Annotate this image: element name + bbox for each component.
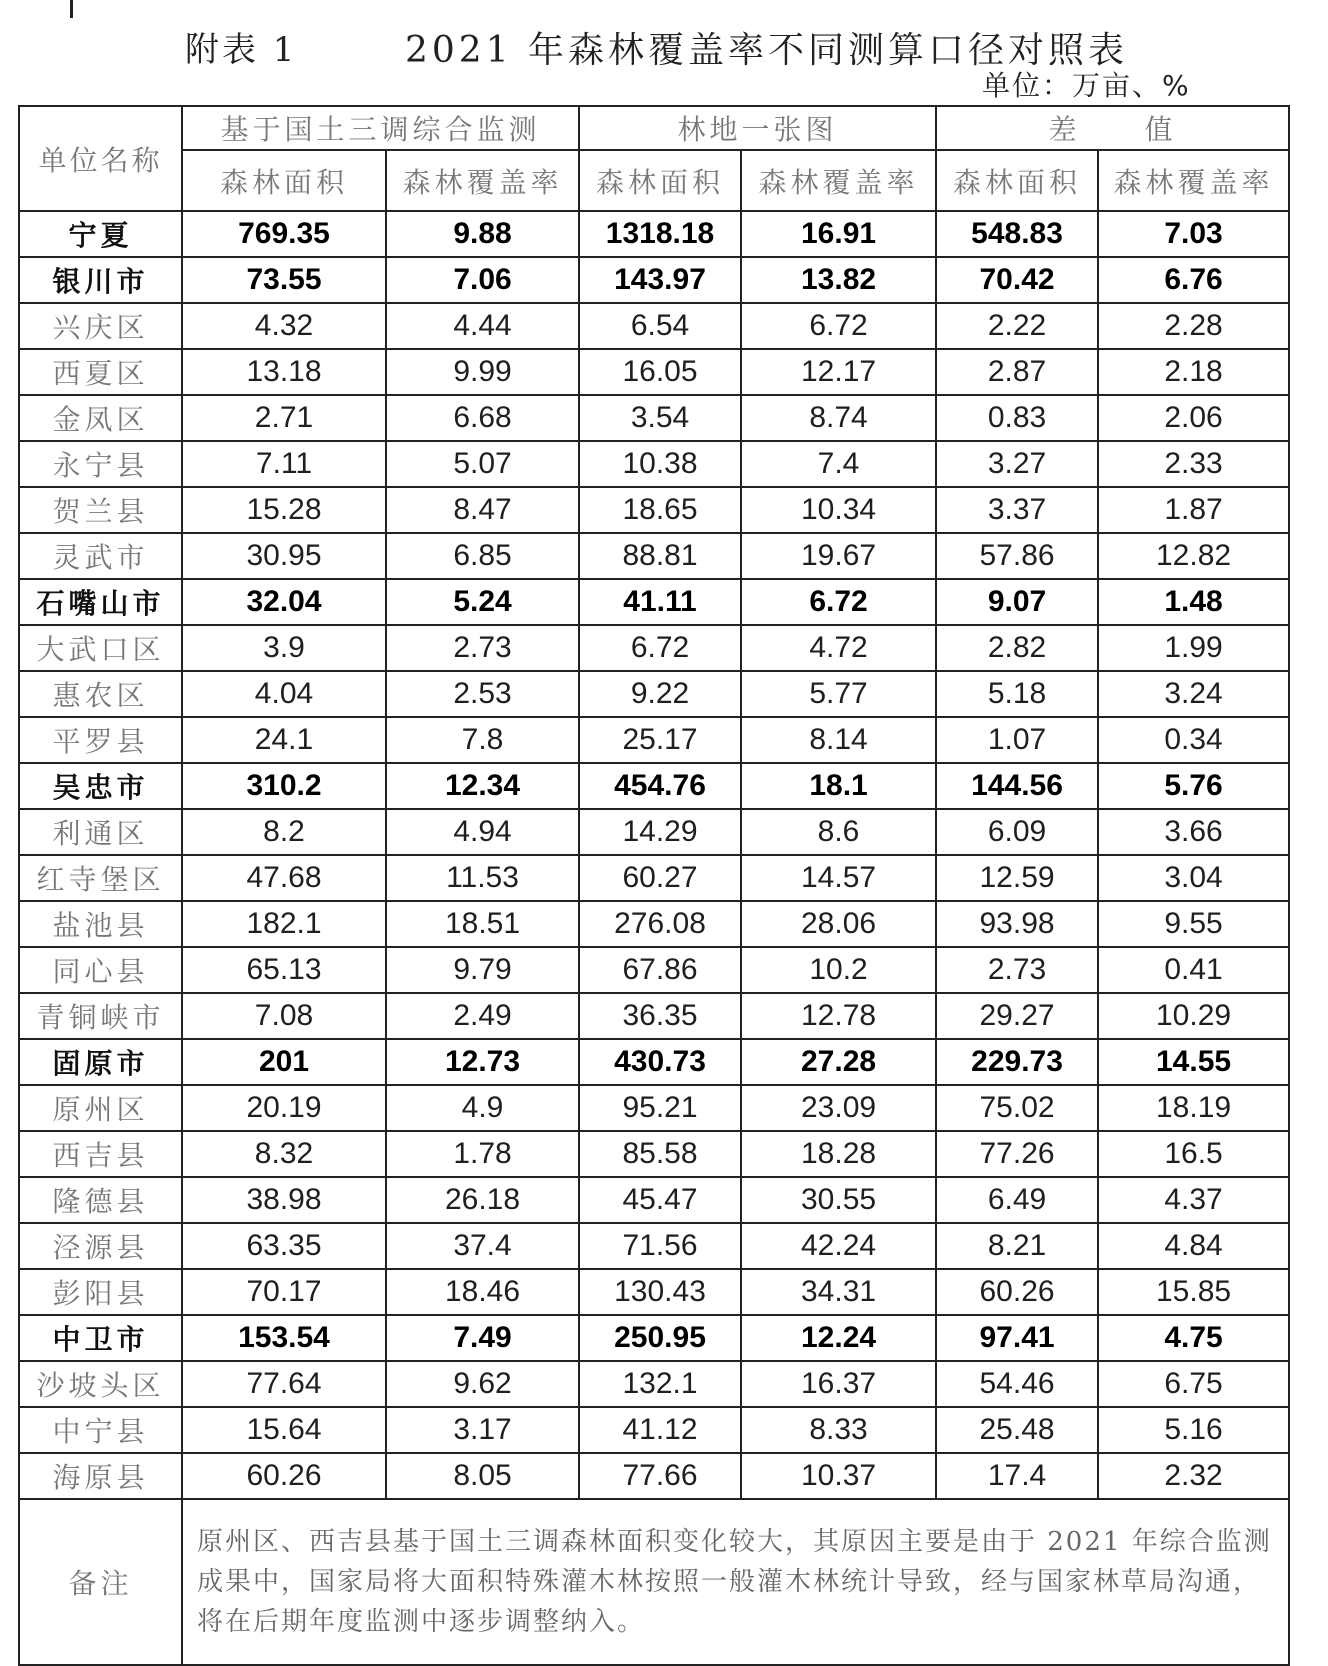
row-unit-name: 泾源县	[19, 1223, 182, 1269]
row-value-cell: 2.49	[386, 993, 579, 1039]
row-value-cell: 6.54	[579, 303, 741, 349]
row-value-cell: 2.22	[936, 303, 1098, 349]
header-subcol: 森林覆盖率	[386, 150, 579, 211]
row-unit-name: 中宁县	[19, 1407, 182, 1453]
row-value-cell: 3.66	[1098, 809, 1289, 855]
row-value-cell: 132.1	[579, 1361, 741, 1407]
row-value-cell: 10.38	[579, 441, 741, 487]
row-value-cell: 45.47	[579, 1177, 741, 1223]
row-value-cell: 16.05	[579, 349, 741, 395]
row-unit-name: 彭阳县	[19, 1269, 182, 1315]
row-value-cell: 17.4	[936, 1453, 1098, 1499]
row-unit-name: 青铜峡市	[19, 993, 182, 1039]
row-value-cell: 60.27	[579, 855, 741, 901]
table-row	[19, 441, 1289, 487]
row-value-cell: 229.73	[936, 1039, 1098, 1085]
title-prefix: 附表 1	[185, 30, 298, 70]
row-value-cell: 4.04	[182, 671, 386, 717]
row-value-cell: 12.24	[741, 1315, 936, 1361]
row-value-cell: 11.53	[386, 855, 579, 901]
table-row	[19, 1315, 1289, 1361]
table-body	[19, 211, 1289, 1665]
row-value-cell: 18.1	[741, 763, 936, 809]
row-value-cell: 3.27	[936, 441, 1098, 487]
table-row	[19, 947, 1289, 993]
row-unit-name: 金凤区	[19, 395, 182, 441]
row-value-cell: 9.88	[386, 211, 579, 257]
row-value-cell: 16.5	[1098, 1131, 1289, 1177]
row-value-cell: 15.64	[182, 1407, 386, 1453]
forest-coverage-table	[18, 105, 1290, 1666]
row-value-cell: 8.33	[741, 1407, 936, 1453]
note-text: 原州区、西吉县基于国土三调森林面积变化较大，其原因主要是由于 2021 年综合监测成果中，国家局将大面积特殊灌木林按照一般灌木林统计导致，经与国家林草局沟通，将在后期年度监测中逐步调整纳入。	[182, 1499, 1289, 1665]
row-value-cell: 3.37	[936, 487, 1098, 533]
row-value-cell: 10.2	[741, 947, 936, 993]
row-value-cell: 41.11	[579, 579, 741, 625]
row-unit-name: 西吉县	[19, 1131, 182, 1177]
row-value-cell: 1.78	[386, 1131, 579, 1177]
row-value-cell: 77.66	[579, 1453, 741, 1499]
row-value-cell: 18.65	[579, 487, 741, 533]
row-value-cell: 77.64	[182, 1361, 386, 1407]
row-unit-name: 中卫市	[19, 1315, 182, 1361]
row-value-cell: 5.16	[1098, 1407, 1289, 1453]
header-row-subcols	[19, 150, 1289, 211]
row-value-cell: 7.4	[741, 441, 936, 487]
row-unit-name: 惠农区	[19, 671, 182, 717]
table-row	[19, 1453, 1289, 1499]
row-value-cell: 95.21	[579, 1085, 741, 1131]
row-value-cell: 0.41	[1098, 947, 1289, 993]
row-value-cell: 1.07	[936, 717, 1098, 763]
row-value-cell: 4.44	[386, 303, 579, 349]
table-row	[19, 809, 1289, 855]
row-value-cell: 8.2	[182, 809, 386, 855]
row-value-cell: 769.35	[182, 211, 386, 257]
row-value-cell: 0.83	[936, 395, 1098, 441]
row-value-cell: 75.02	[936, 1085, 1098, 1131]
row-value-cell: 13.18	[182, 349, 386, 395]
row-value-cell: 8.74	[741, 395, 936, 441]
table-row	[19, 671, 1289, 717]
row-value-cell: 7.03	[1098, 211, 1289, 257]
table-row	[19, 349, 1289, 395]
row-value-cell: 54.46	[936, 1361, 1098, 1407]
table-row	[19, 717, 1289, 763]
header-row-groups	[19, 106, 1289, 150]
row-value-cell: 2.73	[936, 947, 1098, 993]
row-value-cell: 2.87	[936, 349, 1098, 395]
row-value-cell: 2.32	[1098, 1453, 1289, 1499]
row-value-cell: 18.19	[1098, 1085, 1289, 1131]
row-value-cell: 6.72	[741, 579, 936, 625]
table-row	[19, 1269, 1289, 1315]
row-value-cell: 6.68	[386, 395, 579, 441]
row-value-cell: 57.86	[936, 533, 1098, 579]
row-value-cell: 5.76	[1098, 763, 1289, 809]
header-group-difference: 差 值	[936, 106, 1289, 150]
row-value-cell: 2.18	[1098, 349, 1289, 395]
row-value-cell: 15.85	[1098, 1269, 1289, 1315]
row-value-cell: 10.34	[741, 487, 936, 533]
row-value-cell: 47.68	[182, 855, 386, 901]
table-row	[19, 855, 1289, 901]
table-row	[19, 303, 1289, 349]
row-unit-name: 银川市	[19, 257, 182, 303]
row-value-cell: 153.54	[182, 1315, 386, 1361]
row-value-cell: 8.6	[741, 809, 936, 855]
row-value-cell: 2.71	[182, 395, 386, 441]
row-value-cell: 144.56	[936, 763, 1098, 809]
row-value-cell: 430.73	[579, 1039, 741, 1085]
row-value-cell: 0.34	[1098, 717, 1289, 763]
row-unit-name: 同心县	[19, 947, 182, 993]
row-value-cell: 6.72	[741, 303, 936, 349]
row-unit-name: 宁夏	[19, 211, 182, 257]
row-value-cell: 5.24	[386, 579, 579, 625]
row-value-cell: 73.55	[182, 257, 386, 303]
row-value-cell: 25.48	[936, 1407, 1098, 1453]
table-row	[19, 1085, 1289, 1131]
row-unit-name: 利通区	[19, 809, 182, 855]
row-value-cell: 12.82	[1098, 533, 1289, 579]
margin-mark	[70, 0, 73, 18]
row-value-cell: 63.35	[182, 1223, 386, 1269]
row-value-cell: 276.08	[579, 901, 741, 947]
row-value-cell: 70.17	[182, 1269, 386, 1315]
row-value-cell: 20.19	[182, 1085, 386, 1131]
table-row	[19, 625, 1289, 671]
row-value-cell: 36.35	[579, 993, 741, 1039]
row-value-cell: 5.18	[936, 671, 1098, 717]
row-value-cell: 12.59	[936, 855, 1098, 901]
row-value-cell: 12.17	[741, 349, 936, 395]
row-value-cell: 18.28	[741, 1131, 936, 1177]
row-unit-name: 海原县	[19, 1453, 182, 1499]
header-unit-name: 单位名称	[19, 106, 182, 211]
row-value-cell: 97.41	[936, 1315, 1098, 1361]
row-value-cell: 9.79	[386, 947, 579, 993]
row-value-cell: 6.75	[1098, 1361, 1289, 1407]
row-value-cell: 77.26	[936, 1131, 1098, 1177]
row-value-cell: 2.82	[936, 625, 1098, 671]
row-value-cell: 9.22	[579, 671, 741, 717]
row-value-cell: 14.29	[579, 809, 741, 855]
row-value-cell: 4.75	[1098, 1315, 1289, 1361]
row-value-cell: 4.32	[182, 303, 386, 349]
row-unit-name: 隆德县	[19, 1177, 182, 1223]
row-value-cell: 6.85	[386, 533, 579, 579]
table-row	[19, 487, 1289, 533]
row-value-cell: 6.09	[936, 809, 1098, 855]
row-value-cell: 26.18	[386, 1177, 579, 1223]
row-value-cell: 3.54	[579, 395, 741, 441]
row-value-cell: 8.21	[936, 1223, 1098, 1269]
row-value-cell: 37.4	[386, 1223, 579, 1269]
table-row	[19, 1177, 1289, 1223]
row-value-cell: 18.46	[386, 1269, 579, 1315]
header-subcol: 森林面积	[936, 150, 1098, 211]
row-value-cell: 18.51	[386, 901, 579, 947]
row-value-cell: 12.78	[741, 993, 936, 1039]
header-subcol: 森林覆盖率	[1098, 150, 1289, 211]
row-value-cell: 42.24	[741, 1223, 936, 1269]
row-value-cell: 9.07	[936, 579, 1098, 625]
row-unit-name: 大武口区	[19, 625, 182, 671]
row-value-cell: 6.72	[579, 625, 741, 671]
row-value-cell: 71.56	[579, 1223, 741, 1269]
row-value-cell: 9.62	[386, 1361, 579, 1407]
row-unit-name: 永宁县	[19, 441, 182, 487]
row-value-cell: 16.37	[741, 1361, 936, 1407]
row-value-cell: 5.07	[386, 441, 579, 487]
row-value-cell: 8.14	[741, 717, 936, 763]
row-value-cell: 4.84	[1098, 1223, 1289, 1269]
row-unit-name: 贺兰县	[19, 487, 182, 533]
header-group-survey: 基于国土三调综合监测	[182, 106, 579, 150]
row-value-cell: 1.99	[1098, 625, 1289, 671]
row-value-cell: 5.77	[741, 671, 936, 717]
row-unit-name: 吴忠市	[19, 763, 182, 809]
row-value-cell: 3.9	[182, 625, 386, 671]
row-value-cell: 30.55	[741, 1177, 936, 1223]
unit-label: 单位：万亩、%	[982, 69, 1191, 102]
row-value-cell: 1.48	[1098, 579, 1289, 625]
row-unit-name: 原州区	[19, 1085, 182, 1131]
row-value-cell: 16.91	[741, 211, 936, 257]
row-value-cell: 8.05	[386, 1453, 579, 1499]
row-unit-name: 沙坡头区	[19, 1361, 182, 1407]
row-value-cell: 8.32	[182, 1131, 386, 1177]
row-value-cell: 454.76	[579, 763, 741, 809]
row-value-cell: 130.43	[579, 1269, 741, 1315]
row-value-cell: 3.04	[1098, 855, 1289, 901]
row-value-cell: 93.98	[936, 901, 1098, 947]
row-value-cell: 9.99	[386, 349, 579, 395]
document-title	[0, 18, 1328, 71]
table-row	[19, 579, 1289, 625]
row-value-cell: 24.1	[182, 717, 386, 763]
table-row	[19, 763, 1289, 809]
table-row	[19, 1223, 1289, 1269]
row-unit-name: 西夏区	[19, 349, 182, 395]
row-unit-name: 红寺堡区	[19, 855, 182, 901]
table-row	[19, 1131, 1289, 1177]
row-value-cell: 88.81	[579, 533, 741, 579]
row-value-cell: 2.06	[1098, 395, 1289, 441]
table-row	[19, 1407, 1289, 1453]
row-value-cell: 6.76	[1098, 257, 1289, 303]
table-row	[19, 1361, 1289, 1407]
note-label: 备注	[19, 1499, 182, 1665]
row-value-cell: 65.13	[182, 947, 386, 993]
row-value-cell: 3.17	[386, 1407, 579, 1453]
row-value-cell: 7.06	[386, 257, 579, 303]
row-value-cell: 4.72	[741, 625, 936, 671]
row-unit-name: 灵武市	[19, 533, 182, 579]
table-row	[19, 533, 1289, 579]
row-value-cell: 27.28	[741, 1039, 936, 1085]
row-value-cell: 30.95	[182, 533, 386, 579]
row-value-cell: 2.28	[1098, 303, 1289, 349]
row-unit-name: 平罗县	[19, 717, 182, 763]
row-value-cell: 7.49	[386, 1315, 579, 1361]
table-row	[19, 257, 1289, 303]
table-row	[19, 993, 1289, 1039]
row-value-cell: 10.29	[1098, 993, 1289, 1039]
row-value-cell: 9.55	[1098, 901, 1289, 947]
row-value-cell: 201	[182, 1039, 386, 1085]
row-value-cell: 310.2	[182, 763, 386, 809]
row-value-cell: 60.26	[182, 1453, 386, 1499]
row-value-cell: 19.67	[741, 533, 936, 579]
row-value-cell: 3.24	[1098, 671, 1289, 717]
row-value-cell: 28.06	[741, 901, 936, 947]
row-unit-name: 固原市	[19, 1039, 182, 1085]
row-value-cell: 7.8	[386, 717, 579, 763]
header-subcol: 森林面积	[182, 150, 386, 211]
row-value-cell: 2.53	[386, 671, 579, 717]
row-value-cell: 182.1	[182, 901, 386, 947]
row-value-cell: 2.73	[386, 625, 579, 671]
table-row	[19, 1039, 1289, 1085]
row-value-cell: 15.28	[182, 487, 386, 533]
row-value-cell: 4.37	[1098, 1177, 1289, 1223]
row-value-cell: 41.12	[579, 1407, 741, 1453]
row-unit-name: 盐池县	[19, 901, 182, 947]
row-value-cell: 143.97	[579, 257, 741, 303]
table-row	[19, 901, 1289, 947]
row-value-cell: 12.73	[386, 1039, 579, 1085]
row-value-cell: 70.42	[936, 257, 1098, 303]
row-value-cell: 1318.18	[579, 211, 741, 257]
header-group-forest-map: 林地一张图	[579, 106, 936, 150]
row-value-cell: 10.37	[741, 1453, 936, 1499]
row-value-cell: 1.87	[1098, 487, 1289, 533]
title-main: 2021 年森林覆盖率不同测算口径对照表	[405, 30, 1129, 71]
row-value-cell: 250.95	[579, 1315, 741, 1361]
row-value-cell: 23.09	[741, 1085, 936, 1131]
row-value-cell: 38.98	[182, 1177, 386, 1223]
table-row	[19, 395, 1289, 441]
row-value-cell: 14.57	[741, 855, 936, 901]
row-unit-name: 兴庆区	[19, 303, 182, 349]
table-row	[19, 211, 1289, 257]
row-value-cell: 67.86	[579, 947, 741, 993]
row-value-cell: 13.82	[741, 257, 936, 303]
row-value-cell: 2.33	[1098, 441, 1289, 487]
row-value-cell: 548.83	[936, 211, 1098, 257]
row-value-cell: 12.34	[386, 763, 579, 809]
row-value-cell: 7.08	[182, 993, 386, 1039]
note-row	[19, 1499, 1289, 1665]
row-value-cell: 60.26	[936, 1269, 1098, 1315]
row-value-cell: 25.17	[579, 717, 741, 763]
header-subcol: 森林面积	[579, 150, 741, 211]
row-value-cell: 4.9	[386, 1085, 579, 1131]
row-value-cell: 6.49	[936, 1177, 1098, 1223]
row-value-cell: 32.04	[182, 579, 386, 625]
row-value-cell: 14.55	[1098, 1039, 1289, 1085]
row-value-cell: 7.11	[182, 441, 386, 487]
header-subcol: 森林覆盖率	[741, 150, 936, 211]
row-unit-name: 石嘴山市	[19, 579, 182, 625]
row-value-cell: 29.27	[936, 993, 1098, 1039]
row-value-cell: 85.58	[579, 1131, 741, 1177]
row-value-cell: 4.94	[386, 809, 579, 855]
row-value-cell: 34.31	[741, 1269, 936, 1315]
row-value-cell: 8.47	[386, 487, 579, 533]
